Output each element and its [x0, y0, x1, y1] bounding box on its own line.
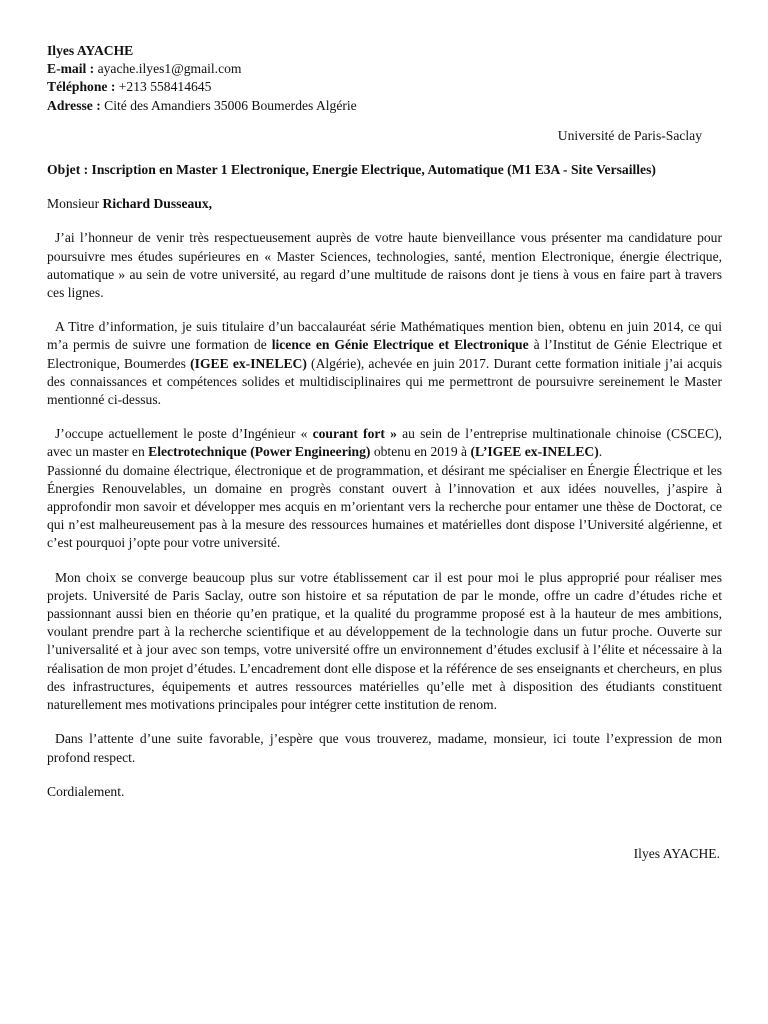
address-value: Cité des Amandiers 35006 Boumerdes Algérie [100, 97, 357, 113]
email-label: E-mail : [47, 61, 95, 77]
closing: Cordialement. [47, 783, 125, 799]
p2-bold-1: licence en Génie Electrique et Electronique [271, 337, 529, 353]
p3-text-3: obtenu en 2019 à [370, 444, 471, 460]
p3-bold-3: (L’IGEE ex-INELEC) [470, 444, 599, 460]
paragraph-5: Dans l’attente d’une suite favorable, j’espère que vous trouverez, madame, monsieur, ici toute l’expression de mon profond respect. [47, 731, 722, 765]
p3-text-1: J’occupe actuellement le poste d’Ingénieur « [55, 426, 313, 442]
p2-text-1: A Titre d’information, je suis titulaire d’un baccalauréat série Mathématiques mention bien, obtenu en juin 2014, ce qui m’a permis de suivre une formation de [47, 319, 722, 353]
p3-text-4: . [598, 444, 603, 460]
p3-bold-1: courant fort » [312, 426, 397, 442]
p2-text-2: à l’Institut de Génie Electrique et Electronique, Boumerdes [47, 337, 722, 371]
sender-address-line [47, 97, 722, 115]
sender-name: Ilyes AYACHE [47, 43, 134, 58]
recipient: Université de Paris-Saclay [557, 127, 702, 143]
letter-page [47, 42, 722, 863]
p2-text-3: (Algérie), achevée en juin 2017. Durant cette formation initiale j’ai acquis des connaissances et compétences solides et multidisciplinaires qui me permettront de poursuivre sereinement le Master mentionné ci-dessus. [47, 355, 722, 408]
phone-label: Téléphone : [47, 79, 116, 95]
signature: Ilyes AYACHE. [633, 845, 720, 861]
paragraph-2 [47, 318, 722, 409]
sender-email-line [47, 60, 722, 78]
p3-text-5: Passionné du domaine électrique, électronique et de programmation, et désirant me spécialiser en Énergie Électrique et les Énergies Renouvelables, un domaine en progrès constant ouvert à l’innovation et aux idées nouvelles, j’aspire à approfondir mon savoir et développer mes acquis en m’orientant vers la recherche pour entamer une thèse de Doctorat, ce qui n’est malheureusement pas à la mesure des ressources humaines et matérielles dont dispose l’Université algérienne, et c’est pourquoi j’opte pour votre université. [47, 462, 722, 551]
salutation-prefix: Monsieur [47, 196, 103, 212]
salutation [47, 195, 722, 213]
phone-value: +213 558414645 [115, 79, 212, 95]
email-value: ayache.ilyes1@gmail.com [94, 61, 242, 77]
sender-block [47, 42, 722, 115]
p2-bold-2: (IGEE ex-INELEC) [190, 355, 307, 371]
paragraph-3 [47, 425, 722, 552]
paragraph-4: Mon choix se converge beaucoup plus sur votre établissement car il est pour moi le plus approprié pour réaliser mes projets. Université de Paris Saclay, outre son histoire et sa réputation de par le monde, offre un cadre d’études riche et passionnant aussi bien en théorie qu’en pratique, et la qualité du programme proposé est à la hauteur de mes ambitions, voulant prendre part à la recherche scientifique et au développement de la technologie dans un futur proche. Ouverte sur l’universalité et à jour avec son temps, votre université offre un environnement d’études exclusif à l’élite et nécessaire à la réalisation de mon projet d’études. L’encadrement dont elle dispose et la référence de ses enseignants et chercheurs, en plus des infrastructures, équipements et autres ressources matérielles qu’elle met à disposition des étudiants constituent naturellement mes motivations principales pour intégrer cette institution de renom. [47, 569, 722, 713]
sender-phone-line [47, 78, 722, 96]
address-label: Adresse : [47, 97, 101, 113]
paragraph-1: J’ai l’honneur de venir très respectueusement auprès de votre haute bienveillance vous présenter ma candidature pour poursuivre mes études supérieures en « Master Sciences, technologies, santé, mention Electronique, énergie électrique, automatique » au sein de votre université, au regard d’une multitude de raisons dont je tiens à vous en faire part à travers ces lignes. [47, 230, 722, 301]
salutation-name: Richard Dusseaux, [102, 196, 213, 212]
subject-line: Objet : Inscription en Master 1 Electronique, Energie Electrique, Automatique (M1 E3A - Site Versailles) [47, 162, 656, 178]
p3-text-2: au sein de l’entreprise multinationale chinoise (CSCEC), avec un master en [47, 426, 722, 460]
p3-bold-2: Electrotechnique (Power Engineering) [148, 444, 371, 460]
